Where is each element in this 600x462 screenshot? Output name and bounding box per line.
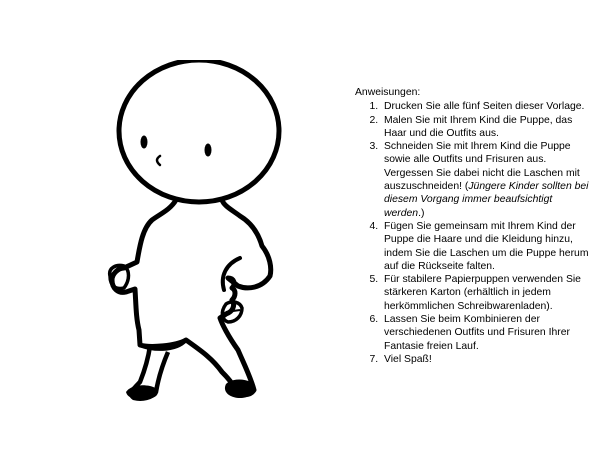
- doll-right-eye: [205, 144, 212, 157]
- doll-right-shoe: [225, 380, 255, 399]
- instructions-heading: Anweisungen:: [355, 87, 421, 98]
- instructions-panel: [355, 86, 593, 366]
- instruction-step-note: Jüngere Kinder sollten bei diesem Vorgang immer beaufsichtigt werden: [384, 181, 589, 219]
- doll-left-eye: [141, 136, 148, 149]
- instruction-step: 1. Drucken Sie alle fünf Seiten dieser Vorlage.: [381, 100, 593, 113]
- instructions-list: [355, 100, 593, 366]
- instruction-step: 6. Lassen Sie beim Kombinieren der verschiedenen Outfits und Frisuren Ihrer Fantasie freien Lauf.: [381, 313, 593, 353]
- doll-left-shoe: [126, 385, 158, 399]
- instruction-step: 4. Fügen Sie gemeinsam mit Ihrem Kind der Puppe die Haare und die Kleidung hinzu, indem Sie die Laschen um die Puppe herum auf die Rückseite falten.: [381, 220, 593, 273]
- instruction-step: 2. Malen Sie mit Ihrem Kind die Puppe, das Haar und die Outfits aus.: [381, 114, 593, 141]
- instruction-step: 7. Viel Spaß!: [381, 353, 593, 366]
- doll-head: [119, 60, 279, 202]
- doll-nose: [157, 156, 160, 165]
- instruction-step: 5. Für stabilere Papierpuppen verwenden Sie stärkeren Karton (erhältlich in jedem herkömmlichen Schreibwarenladen).: [381, 273, 593, 313]
- doll-body: [112, 200, 271, 395]
- instruction-step: 3. Schneiden Sie mit Ihrem Kind die Puppe sowie alle Outfits und Frisuren aus. Vergessen Sie dabei nicht die Laschen mit auszuschneiden! (Jüngere Kinder sollten bei diesem Vorgang immer beaufsichtigt werden.): [381, 140, 593, 220]
- paper-doll-illustration: [100, 60, 300, 405]
